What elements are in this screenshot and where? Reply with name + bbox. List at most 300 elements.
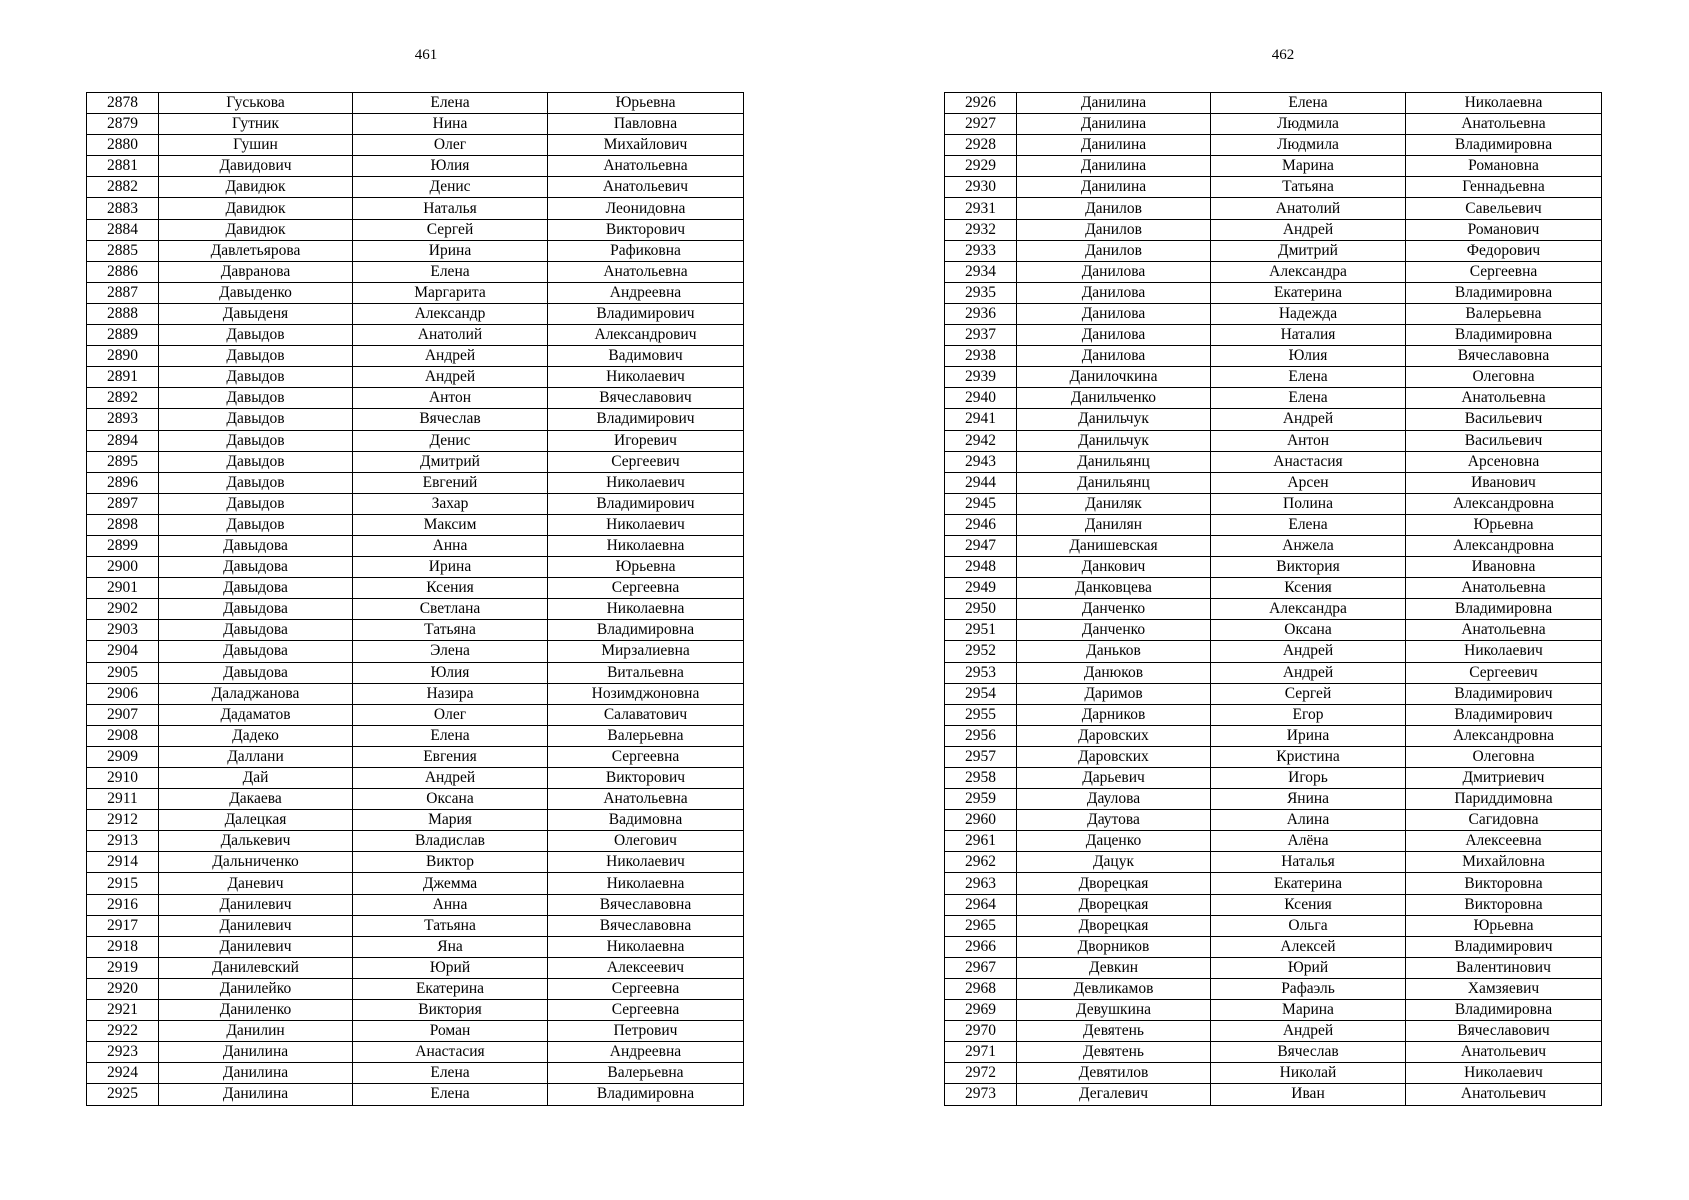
table-row	[945, 472, 1602, 493]
record-number-cell: 2966	[945, 936, 1017, 957]
record-number-cell: 2926	[945, 93, 1017, 114]
patronymic-cell: Владимирович	[1406, 683, 1602, 704]
surname-cell: Данилина	[159, 1063, 353, 1084]
patronymic-cell: Васильевич	[1406, 430, 1602, 451]
surname-cell: Девкин	[1017, 957, 1211, 978]
record-number-cell: 2957	[945, 746, 1017, 767]
table-row	[87, 219, 744, 240]
surname-cell: Далькевич	[159, 831, 353, 852]
table-row	[87, 789, 744, 810]
table-row	[945, 493, 1602, 514]
record-number-cell: 2947	[945, 535, 1017, 556]
patronymic-cell: Николаевна	[1406, 93, 1602, 114]
record-number-cell: 2939	[945, 367, 1017, 388]
record-number-cell: 2942	[945, 430, 1017, 451]
patronymic-cell: Олеговна	[1406, 746, 1602, 767]
patronymic-cell: Сергеевич	[1406, 662, 1602, 683]
record-number-cell: 2893	[87, 409, 159, 430]
record-number-cell: 2905	[87, 662, 159, 683]
patronymic-cell: Александрович	[548, 325, 744, 346]
patronymic-cell: Сергеевна	[548, 1000, 744, 1021]
surname-cell: Данченко	[1017, 620, 1211, 641]
first-name-cell: Елена	[353, 93, 548, 114]
patronymic-cell: Владимирович	[1406, 704, 1602, 725]
record-number-cell: 2936	[945, 303, 1017, 324]
patronymic-cell: Федорович	[1406, 240, 1602, 261]
first-name-cell: Марина	[1211, 156, 1406, 177]
table-row	[945, 557, 1602, 578]
surname-cell: Данилочкина	[1017, 367, 1211, 388]
first-name-cell: Ксения	[353, 578, 548, 599]
surname-cell: Девятень	[1017, 1021, 1211, 1042]
patronymic-cell: Николаевна	[548, 936, 744, 957]
record-number-cell: 2887	[87, 282, 159, 303]
table-row	[945, 957, 1602, 978]
first-name-cell: Ирина	[353, 240, 548, 261]
table-row	[87, 388, 744, 409]
record-number-cell: 2880	[87, 135, 159, 156]
patronymic-cell: Николаевна	[548, 535, 744, 556]
patronymic-cell: Владимировна	[1406, 1000, 1602, 1021]
surname-cell: Даниленко	[159, 1000, 353, 1021]
surname-cell: Даладжанова	[159, 683, 353, 704]
patronymic-cell: Валерьевна	[1406, 303, 1602, 324]
surname-cell: Дадаматов	[159, 704, 353, 725]
table-row	[945, 915, 1602, 936]
table-row	[945, 303, 1602, 324]
record-number-cell: 2971	[945, 1042, 1017, 1063]
table-row	[87, 535, 744, 556]
first-name-cell: Янина	[1211, 789, 1406, 810]
patronymic-cell: Дмитриевич	[1406, 768, 1602, 789]
table-row	[945, 683, 1602, 704]
first-name-cell: Оксана	[1211, 620, 1406, 641]
record-number-cell: 2888	[87, 303, 159, 324]
patronymic-cell: Сагидовна	[1406, 810, 1602, 831]
patronymic-cell: Сергеевич	[548, 451, 744, 472]
first-name-cell: Алина	[1211, 810, 1406, 831]
record-number-cell: 2891	[87, 367, 159, 388]
first-name-cell: Назира	[353, 683, 548, 704]
table-row	[87, 915, 744, 936]
table-row	[87, 810, 744, 831]
record-number-cell: 2883	[87, 198, 159, 219]
surname-cell: Дворецкая	[1017, 873, 1211, 894]
table-row	[945, 325, 1602, 346]
record-number-cell: 2894	[87, 430, 159, 451]
first-name-cell: Виктория	[353, 1000, 548, 1021]
table-row	[945, 135, 1602, 156]
surname-cell: Дацук	[1017, 852, 1211, 873]
record-number-cell: 2928	[945, 135, 1017, 156]
table-row	[87, 367, 744, 388]
table-row	[945, 704, 1602, 725]
record-number-cell: 2916	[87, 894, 159, 915]
patronymic-cell: Олеговна	[1406, 367, 1602, 388]
surname-cell: Даневич	[159, 873, 353, 894]
surname-cell: Данилейко	[159, 978, 353, 999]
table-row	[87, 240, 744, 261]
surname-cell: Давыдов	[159, 388, 353, 409]
surname-cell: Данилина	[1017, 177, 1211, 198]
record-number-cell: 2881	[87, 156, 159, 177]
patronymic-cell: Владимировна	[1406, 325, 1602, 346]
surname-cell: Дегалевич	[1017, 1084, 1211, 1105]
patronymic-cell: Романович	[1406, 219, 1602, 240]
first-name-cell: Иван	[1211, 1084, 1406, 1105]
record-number-cell: 2909	[87, 746, 159, 767]
first-name-cell: Татьяна	[353, 620, 548, 641]
first-name-cell: Марина	[1211, 1000, 1406, 1021]
surname-cell: Данилов	[1017, 198, 1211, 219]
first-name-cell: Елена	[353, 1084, 548, 1105]
first-name-cell: Максим	[353, 514, 548, 535]
record-number-cell: 2929	[945, 156, 1017, 177]
first-name-cell: Юрий	[1211, 957, 1406, 978]
surname-cell: Данилин	[159, 1021, 353, 1042]
record-number-cell: 2938	[945, 346, 1017, 367]
record-number-cell: 2900	[87, 557, 159, 578]
patronymic-cell: Александровна	[1406, 725, 1602, 746]
patronymic-cell: Николаевна	[548, 873, 744, 894]
table-row	[87, 303, 744, 324]
patronymic-cell: Викторовна	[1406, 873, 1602, 894]
record-number-cell: 2954	[945, 683, 1017, 704]
first-name-cell: Вячеслав	[353, 409, 548, 430]
patronymic-cell: Александровна	[1406, 493, 1602, 514]
patronymic-cell: Анатольевна	[1406, 388, 1602, 409]
first-name-cell: Мария	[353, 810, 548, 831]
patronymic-cell: Анатольевич	[1406, 1042, 1602, 1063]
record-number-cell: 2932	[945, 219, 1017, 240]
table-row	[945, 177, 1602, 198]
first-name-cell: Ольга	[1211, 915, 1406, 936]
patronymic-cell: Геннадьевна	[1406, 177, 1602, 198]
record-number-cell: 2953	[945, 662, 1017, 683]
first-name-cell: Евгения	[353, 746, 548, 767]
table-row	[87, 325, 744, 346]
record-number-cell: 2931	[945, 198, 1017, 219]
patronymic-cell: Алексеевич	[548, 957, 744, 978]
table-row	[945, 978, 1602, 999]
record-number-cell: 2972	[945, 1063, 1017, 1084]
surname-cell: Данковцева	[1017, 578, 1211, 599]
record-number-cell: 2963	[945, 873, 1017, 894]
table-row	[945, 936, 1602, 957]
record-number-cell: 2898	[87, 514, 159, 535]
patronymic-cell: Олегович	[548, 831, 744, 852]
record-number-cell: 2885	[87, 240, 159, 261]
surname-cell: Данилевич	[159, 936, 353, 957]
record-number-cell: 2940	[945, 388, 1017, 409]
first-name-cell: Александр	[353, 303, 548, 324]
record-number-cell: 2903	[87, 620, 159, 641]
table-row	[87, 683, 744, 704]
patronymic-cell: Сергеевна	[548, 578, 744, 599]
first-name-cell: Алексей	[1211, 936, 1406, 957]
surname-cell: Данильянц	[1017, 451, 1211, 472]
table-row	[87, 957, 744, 978]
first-name-cell: Элена	[353, 641, 548, 662]
first-name-cell: Алёна	[1211, 831, 1406, 852]
first-name-cell: Татьяна	[1211, 177, 1406, 198]
table-row	[87, 261, 744, 282]
patronymic-cell: Николаевна	[548, 599, 744, 620]
first-name-cell: Людмила	[1211, 135, 1406, 156]
patronymic-cell: Вячеславович	[548, 388, 744, 409]
surname-cell: Давыдов	[159, 346, 353, 367]
surname-cell: Данилян	[1017, 514, 1211, 535]
patronymic-cell: Викторович	[548, 219, 744, 240]
record-number-cell: 2949	[945, 578, 1017, 599]
first-name-cell: Наталия	[1211, 325, 1406, 346]
patronymic-cell: Вячеславовна	[1406, 346, 1602, 367]
table-row	[945, 746, 1602, 767]
first-name-cell: Надежда	[1211, 303, 1406, 324]
first-name-cell: Кристина	[1211, 746, 1406, 767]
patronymic-cell: Петрович	[548, 1021, 744, 1042]
surname-cell: Дакаева	[159, 789, 353, 810]
patronymic-cell: Васильевич	[1406, 409, 1602, 430]
first-name-cell: Сергей	[1211, 683, 1406, 704]
table-row	[87, 430, 744, 451]
surname-cell: Давыдова	[159, 620, 353, 641]
table-row	[945, 578, 1602, 599]
table-row	[945, 346, 1602, 367]
patronymic-cell: Игоревич	[548, 430, 744, 451]
surname-cell: Данюков	[1017, 662, 1211, 683]
first-name-cell: Арсен	[1211, 472, 1406, 493]
surname-cell: Давидюк	[159, 198, 353, 219]
surname-cell: Давыдов	[159, 472, 353, 493]
patronymic-cell: Анатольевич	[1406, 1084, 1602, 1105]
first-name-cell: Андрей	[1211, 641, 1406, 662]
patronymic-cell: Рафиковна	[548, 240, 744, 261]
table-row	[945, 282, 1602, 303]
table-row	[945, 894, 1602, 915]
surname-cell: Давыдов	[159, 493, 353, 514]
record-number-cell: 2904	[87, 641, 159, 662]
surname-cell: Данильчук	[1017, 430, 1211, 451]
first-name-cell: Денис	[353, 177, 548, 198]
patronymic-cell: Сергеевна	[1406, 261, 1602, 282]
first-name-cell: Дмитрий	[1211, 240, 1406, 261]
first-name-cell: Анжела	[1211, 535, 1406, 556]
table-row	[87, 1021, 744, 1042]
table-row	[87, 599, 744, 620]
patronymic-cell: Анатольевна	[1406, 620, 1602, 641]
record-number-cell: 2890	[87, 346, 159, 367]
first-name-cell: Игорь	[1211, 768, 1406, 789]
surname-cell: Даровских	[1017, 746, 1211, 767]
table-row	[87, 620, 744, 641]
surname-cell: Давыденко	[159, 282, 353, 303]
surname-cell: Данилина	[1017, 93, 1211, 114]
first-name-cell: Захар	[353, 493, 548, 514]
record-number-cell: 2915	[87, 873, 159, 894]
surname-cell: Даутова	[1017, 810, 1211, 831]
patronymic-cell: Анатольевна	[548, 789, 744, 810]
record-number-cell: 2918	[87, 936, 159, 957]
record-number-cell: 2964	[945, 894, 1017, 915]
patronymic-cell: Владимирович	[1406, 936, 1602, 957]
surname-cell: Давыдова	[159, 641, 353, 662]
surname-cell: Давыдова	[159, 599, 353, 620]
surname-cell: Давыдова	[159, 578, 353, 599]
patronymic-cell: Владимировна	[1406, 599, 1602, 620]
table-row	[87, 282, 744, 303]
record-number-cell: 2956	[945, 725, 1017, 746]
patronymic-cell: Владимирович	[548, 493, 744, 514]
surname-cell: Давыдов	[159, 325, 353, 346]
table-row	[945, 810, 1602, 831]
surname-cell: Давлетьярова	[159, 240, 353, 261]
surname-cell: Давранова	[159, 261, 353, 282]
record-number-cell: 2934	[945, 261, 1017, 282]
surname-cell: Дворецкая	[1017, 894, 1211, 915]
record-number-cell: 2968	[945, 978, 1017, 999]
table-row	[87, 852, 744, 873]
first-name-cell: Евгений	[353, 472, 548, 493]
surname-cell: Даллани	[159, 746, 353, 767]
surname-cell: Данилевич	[159, 894, 353, 915]
first-name-cell: Егор	[1211, 704, 1406, 725]
table-row	[87, 768, 744, 789]
table-row	[87, 578, 744, 599]
patronymic-cell: Николаевич	[548, 514, 744, 535]
table-row	[87, 135, 744, 156]
surname-cell: Давыдов	[159, 514, 353, 535]
first-name-cell: Маргарита	[353, 282, 548, 303]
patronymic-cell: Хамзяевич	[1406, 978, 1602, 999]
record-number-cell: 2886	[87, 261, 159, 282]
patronymic-cell: Александровна	[1406, 535, 1602, 556]
surname-cell: Гуськова	[159, 93, 353, 114]
record-number-cell: 2946	[945, 514, 1017, 535]
patronymic-cell: Париддимовна	[1406, 789, 1602, 810]
first-name-cell: Елена	[1211, 514, 1406, 535]
patronymic-cell: Сергеевна	[548, 746, 744, 767]
patronymic-cell: Павловна	[548, 114, 744, 135]
patronymic-cell: Анатольевна	[1406, 114, 1602, 135]
surname-cell: Данилова	[1017, 282, 1211, 303]
record-number-cell: 2950	[945, 599, 1017, 620]
surname-cell: Даровских	[1017, 725, 1211, 746]
table-row	[945, 219, 1602, 240]
patronymic-cell: Валентинович	[1406, 957, 1602, 978]
surname-cell: Давыдов	[159, 409, 353, 430]
surname-cell: Даримов	[1017, 683, 1211, 704]
first-name-cell: Елена	[1211, 367, 1406, 388]
table-row	[945, 156, 1602, 177]
record-number-cell: 2910	[87, 768, 159, 789]
record-number-cell: 2937	[945, 325, 1017, 346]
record-number-cell: 2923	[87, 1042, 159, 1063]
table-row	[87, 1042, 744, 1063]
first-name-cell: Наталья	[353, 198, 548, 219]
patronymic-cell: Николаевич	[548, 472, 744, 493]
table-row	[87, 493, 744, 514]
first-name-cell: Андрей	[1211, 662, 1406, 683]
record-number-cell: 2959	[945, 789, 1017, 810]
table-row	[87, 894, 744, 915]
table-row	[87, 936, 744, 957]
table-row	[945, 768, 1602, 789]
patronymic-cell: Владимирович	[548, 303, 744, 324]
record-number-cell: 2943	[945, 451, 1017, 472]
first-name-cell: Юлия	[353, 662, 548, 683]
first-name-cell: Вячеслав	[1211, 1042, 1406, 1063]
patronymic-cell: Вячеславович	[1406, 1021, 1602, 1042]
first-name-cell: Юрий	[353, 957, 548, 978]
record-number-cell: 2941	[945, 409, 1017, 430]
first-name-cell: Дмитрий	[353, 451, 548, 472]
first-name-cell: Елена	[353, 725, 548, 746]
name-table-left	[86, 92, 744, 1106]
patronymic-cell: Валерьевна	[548, 1063, 744, 1084]
patronymic-cell: Сергеевна	[548, 978, 744, 999]
patronymic-cell: Владимировна	[1406, 282, 1602, 303]
first-name-cell: Ирина	[353, 557, 548, 578]
record-number-cell: 2914	[87, 852, 159, 873]
table-row	[87, 1063, 744, 1084]
table-row	[87, 746, 744, 767]
patronymic-cell: Мирзалиевна	[548, 641, 744, 662]
page-number-right: 462	[1271, 47, 1295, 63]
table-row	[87, 177, 744, 198]
patronymic-cell: Юрьевна	[548, 93, 744, 114]
first-name-cell: Нина	[353, 114, 548, 135]
surname-cell: Даниляк	[1017, 493, 1211, 514]
surname-cell: Дадеко	[159, 725, 353, 746]
record-number-cell: 2878	[87, 93, 159, 114]
table-row	[87, 114, 744, 135]
record-number-cell: 2921	[87, 1000, 159, 1021]
record-number-cell: 2965	[945, 915, 1017, 936]
first-name-cell: Виктория	[1211, 557, 1406, 578]
first-name-cell: Светлана	[353, 599, 548, 620]
surname-cell: Данилова	[1017, 346, 1211, 367]
table-row	[87, 704, 744, 725]
patronymic-cell: Ивановна	[1406, 557, 1602, 578]
surname-cell: Данильянц	[1017, 472, 1211, 493]
table-row	[945, 388, 1602, 409]
table-row	[87, 156, 744, 177]
patronymic-cell: Салаватович	[548, 704, 744, 725]
record-number-cell: 2917	[87, 915, 159, 936]
surname-cell: Данилова	[1017, 303, 1211, 324]
surname-cell: Давыденя	[159, 303, 353, 324]
patronymic-cell: Савельевич	[1406, 198, 1602, 219]
surname-cell: Данилина	[1017, 135, 1211, 156]
first-name-cell: Татьяна	[353, 915, 548, 936]
table-row	[945, 409, 1602, 430]
surname-cell: Дальниченко	[159, 852, 353, 873]
record-number-cell: 2920	[87, 978, 159, 999]
patronymic-cell: Романовна	[1406, 156, 1602, 177]
table-row	[87, 346, 744, 367]
table-row	[945, 451, 1602, 472]
surname-cell: Давыдова	[159, 662, 353, 683]
table-row	[87, 198, 744, 219]
record-number-cell: 2892	[87, 388, 159, 409]
surname-cell: Дворецкая	[1017, 915, 1211, 936]
table-row	[945, 514, 1602, 535]
name-table-right	[944, 92, 1602, 1106]
record-number-cell: 2927	[945, 114, 1017, 135]
record-number-cell: 2889	[87, 325, 159, 346]
patronymic-cell: Михайлович	[548, 135, 744, 156]
